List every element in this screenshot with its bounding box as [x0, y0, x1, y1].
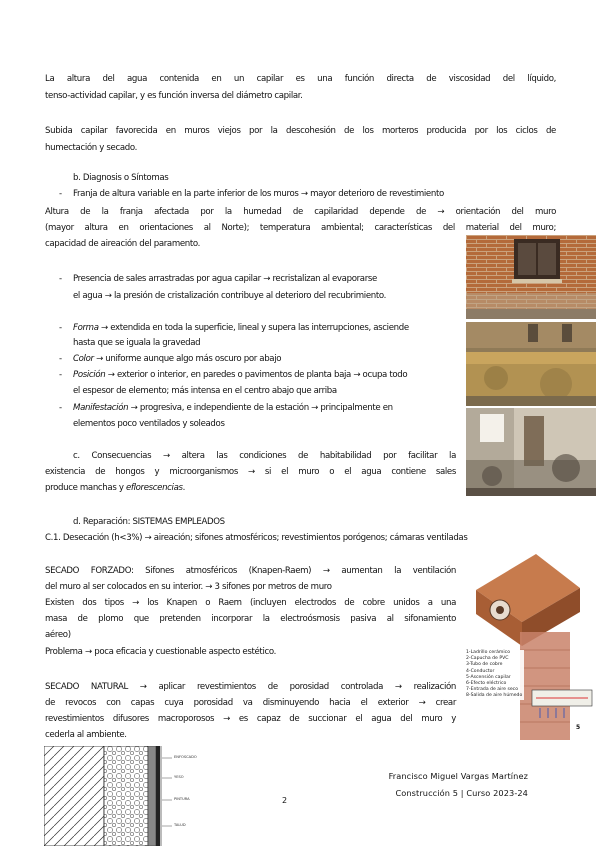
paragraph-line: Altura de la franja afectada por la humedad de capilaridad depende de → orientación del muro: [45, 207, 556, 217]
paragraph-line: capacidad de aireación del paramento.: [45, 239, 201, 249]
photo-damp-wall: [466, 322, 596, 406]
footer-course: Construcción 5 | Curso 2023-24: [395, 788, 528, 798]
legend-item: 8-Salida de aire húmedo: [466, 693, 523, 699]
consequences-line: c. Consecuencias → altera las condiciones de habitabilidad por facilitar la: [73, 451, 456, 461]
wall-label: ENFOSCADO: [174, 755, 197, 759]
paragraph-line: tenso-actividad capilar, y es función inversa del diámetro capilar.: [45, 91, 303, 101]
manifestacion-line: Manifestación → progresiva, e independiente de la estación → principalmente en: [73, 403, 393, 413]
legend-item: 5-Ascensión capilar: [466, 674, 511, 680]
legend-item: 6-Efecto eléctrico: [466, 681, 507, 687]
forzado-line: Problema → poca eficacia y cuestionable aspecto estético.: [45, 647, 277, 657]
color-line: Color → uniforme aunque algo más oscuro por abajo: [73, 354, 282, 364]
bullet-marker: -: [59, 189, 63, 199]
bullet-marker: -: [59, 274, 63, 284]
symptom-band: Franja de altura variable en la parte inferior de los muros → mayor deterioro de revestimiento: [73, 189, 444, 199]
section-heading-d: d. Reparación: SISTEMAS EMPLEADOS: [73, 517, 225, 527]
footer-author: Francisco Miguel Vargas Martínez: [388, 771, 528, 781]
natural-line: de revocos con capas cuya porosidad va disminuyendo hacia el exterior → crear: [45, 698, 456, 708]
posicion-line: Posición → exterior o interior, en paredes o pavimentos de planta baja → ocupa todo: [73, 370, 408, 380]
forzado-line: Existen dos tipos → los Knapen o Raem (incluyen electrodos de cobre unidos a una: [45, 598, 456, 608]
paragraph-line: Subida capilar favorecida en muros viejos por la descohesión de los morteros producida por los ciclos de: [45, 126, 556, 136]
section-heading-b: b. Diagnosis o Síntomas: [73, 173, 169, 183]
legend-item: 2-Capucha de PVC: [466, 656, 509, 662]
manifestacion-line: elementos poco ventilados y soleados: [73, 419, 225, 429]
salts-line: Presencia de sales arrastradas por agua capilar → recristalizan al evaporarse: [73, 274, 377, 284]
bullet-marker: -: [59, 323, 63, 333]
bullet-marker: -: [59, 370, 63, 380]
photo-interior-room: [466, 408, 596, 496]
wall-section-diagram: [44, 746, 214, 846]
legend-item: 1-Ladrillo cerámico: [466, 650, 511, 655]
salts-line: el agua → la presión de cristalización contribuye al deterioro del recubrimiento.: [73, 291, 387, 301]
consequences-line: existencia de hongos y microorganismos → si el muro o el agua contiene sales: [45, 467, 456, 477]
paragraph-line: La altura del agua contenida en un capilar es una función directa de viscosidad del líquido,: [45, 74, 556, 84]
legend-item: 7-Entrada de aire seco: [466, 687, 519, 693]
forzado-line: aéreo): [45, 630, 71, 640]
wall-label: YESO: [174, 775, 184, 779]
paragraph-line: humectación y secado.: [45, 143, 137, 153]
forma-line: hasta que se iguala la gravedad: [73, 338, 201, 348]
siphon-diagram: [466, 550, 600, 740]
wall-label: TALUD: [174, 823, 186, 827]
desecacion-line: C.1. Desecación (h<3%) → aireación; sifones atmosféricos; revestimientos porógenos; cámaras ventiladas: [45, 533, 468, 543]
posicion-line: el espesor de elemento; más intensa en el centro abajo que arriba: [73, 386, 337, 396]
natural-line: SECADO NATURAL → aplicar revestimientos de porosidad controlada → realización: [45, 682, 456, 692]
forzado-line: del muro al ser colocados en su interior. → 3 sifones por metros de muro: [45, 582, 332, 592]
siphon-number: 5: [576, 724, 581, 731]
natural-line: revestimientos difusores macroporosos → es capaz de succionar el agua del muro y: [45, 714, 456, 724]
wall-label: PINTURA: [174, 797, 190, 801]
bullet-marker: -: [59, 354, 63, 364]
consequences-line: produce manchas y eflorescencias.: [45, 483, 186, 493]
forzado-line: SECADO FORZADO: Sifones atmosféricos (Knapen-Raem) → aumentan la ventilación: [45, 566, 456, 576]
bullet-marker: -: [59, 403, 63, 413]
page-number: 2: [282, 796, 288, 805]
forma-line: Forma → extendida en toda la superficie, lineal y supera las interrupciones, asciende: [73, 323, 409, 333]
paragraph-line: (mayor altura en orientaciones al Norte); temperatura ambiental; características del material del muro;: [45, 223, 556, 233]
photo-brick-wall: [466, 235, 596, 319]
siphon-legend: [466, 650, 524, 700]
legend-item: 3-Tubo de cobre: [466, 662, 503, 668]
forzado-line: masa de plomo que pretenden incorporar la electroósmosis pasiva al sifonamiento: [45, 614, 456, 624]
natural-line: cederla al ambiente.: [45, 730, 127, 740]
legend-item: 4-Conductor: [466, 668, 495, 674]
